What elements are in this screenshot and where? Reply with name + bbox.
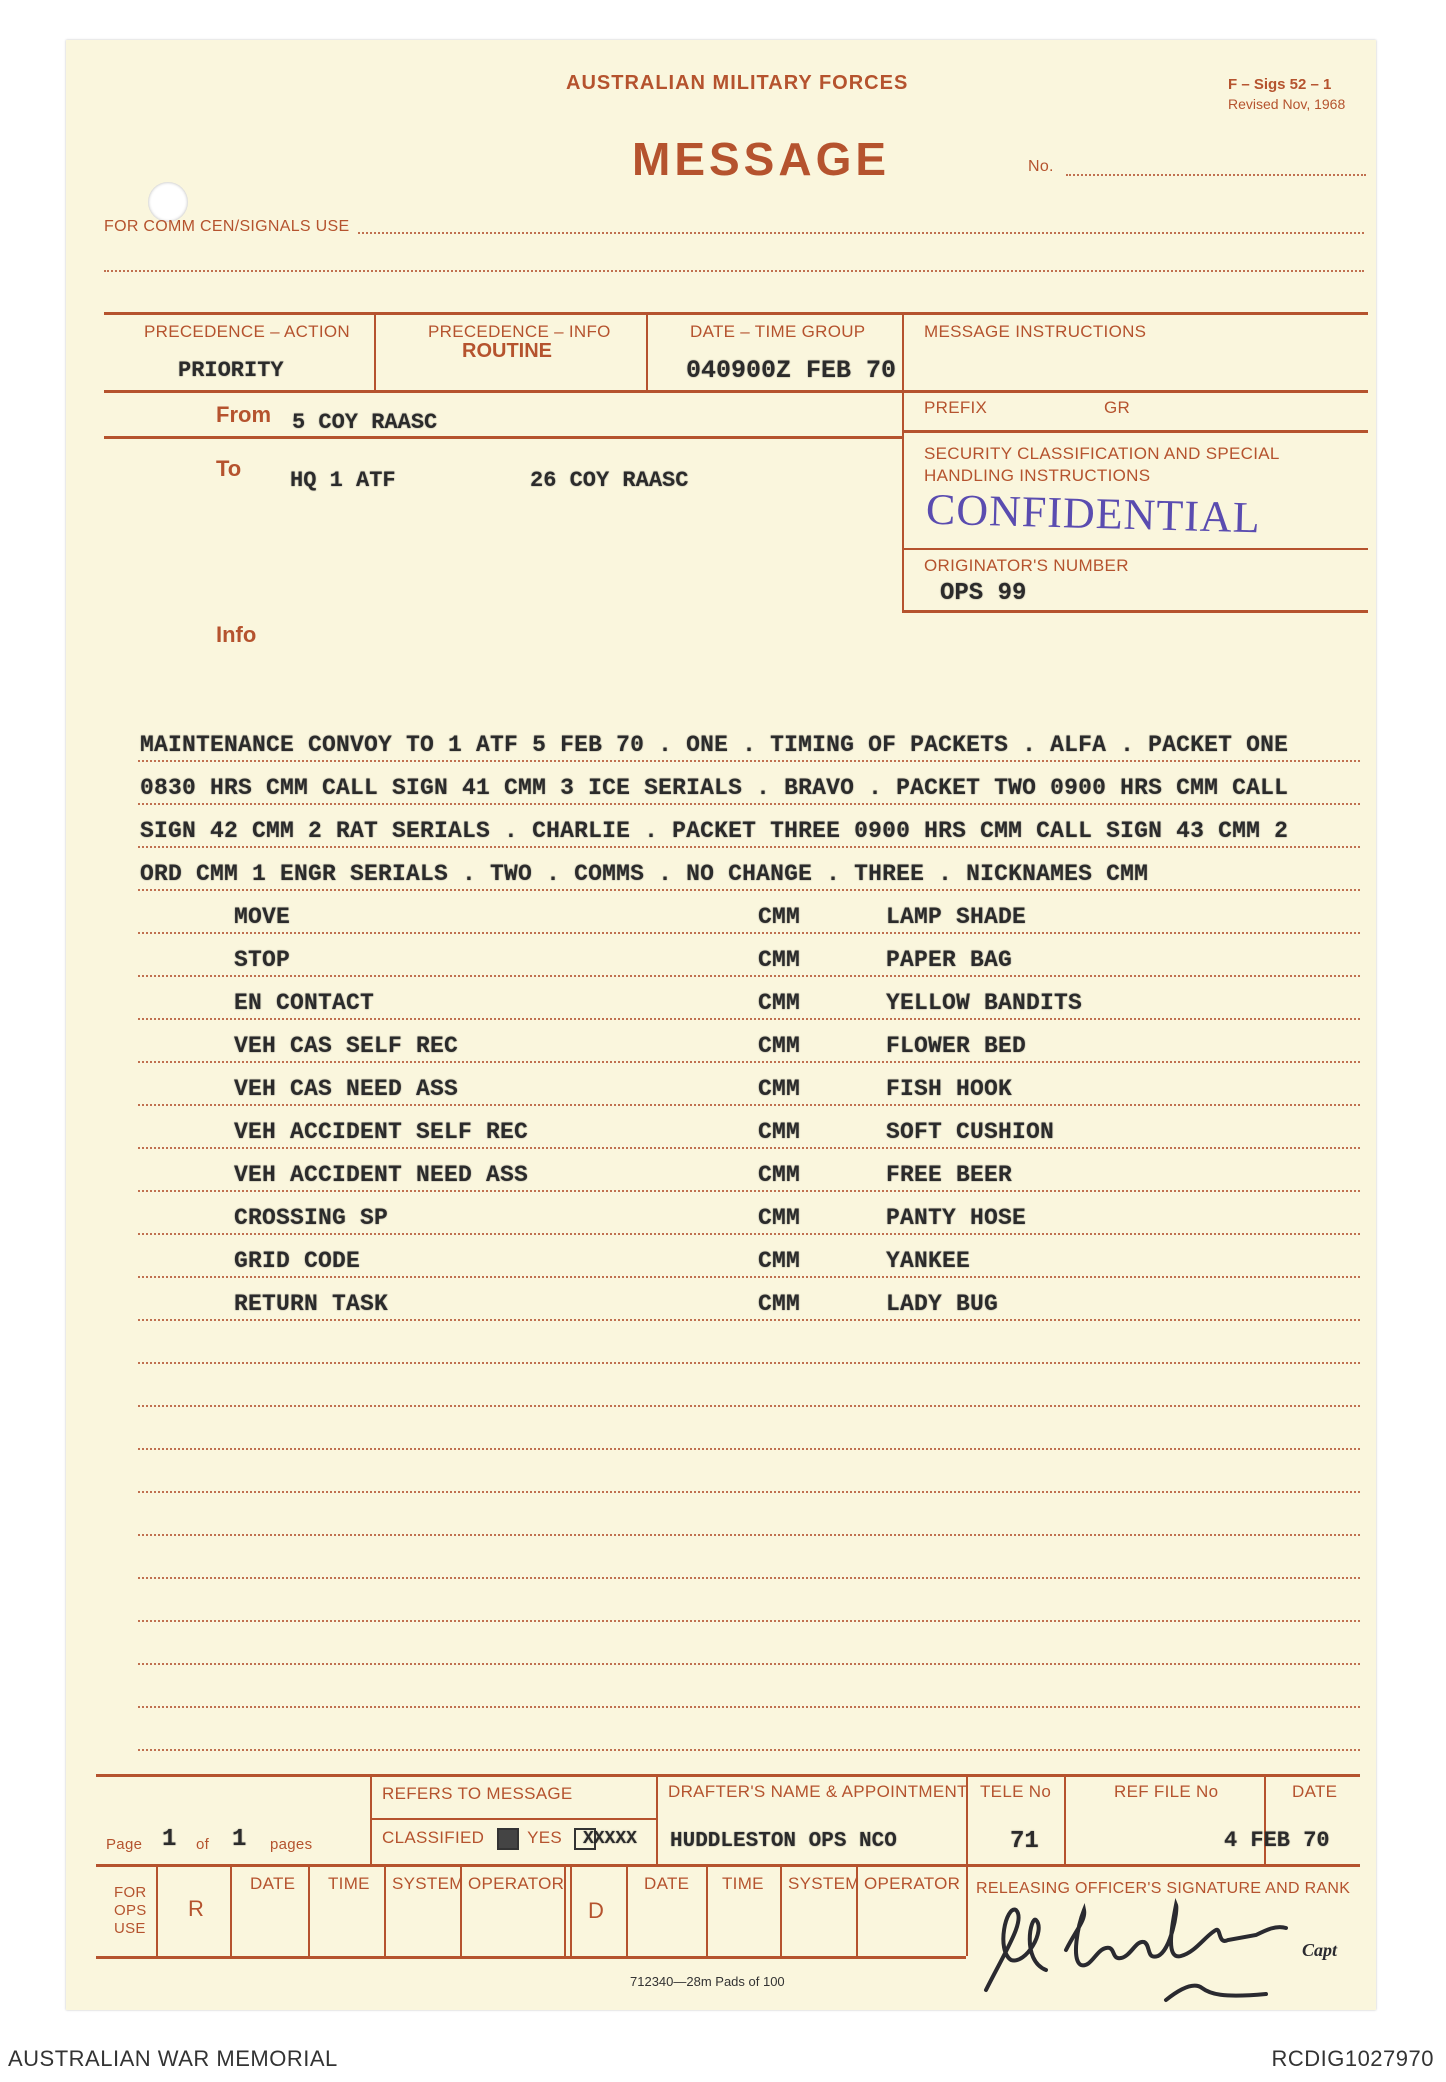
originator-bottom-rule [902, 610, 1368, 613]
body-rule [138, 1018, 1360, 1020]
punch-hole [148, 182, 188, 222]
message-instructions-label: MESSAGE INSTRUCTIONS [924, 322, 1147, 341]
nickname-sep: CMM [758, 990, 801, 1016]
nickname-event: GRID CODE [234, 1248, 361, 1274]
body-rule [138, 1104, 1360, 1106]
blank-rule [138, 1362, 1360, 1364]
classified-label: CLASSIFIED [382, 1828, 485, 1848]
yes-label: YES [527, 1828, 563, 1848]
refers-label: REFERS TO MESSAGE [382, 1784, 573, 1803]
nickname-nickname: YANKEE [886, 1248, 971, 1274]
gr-label: GR [1104, 398, 1131, 417]
col-date-2: DATE [644, 1874, 690, 1893]
nickname-sep: CMM [758, 947, 801, 973]
ops-div-2 [230, 1864, 232, 1956]
body-rule [138, 889, 1360, 891]
refers-mid-rule [370, 1818, 656, 1820]
ops-use-2: OPS [114, 1902, 147, 1919]
body-rule [138, 1190, 1360, 1192]
blank-rule [138, 1663, 1360, 1665]
ref-file-label: REF FILE No [1114, 1782, 1219, 1801]
nickname-event: RETURN TASK [234, 1291, 389, 1317]
grid-top-rule [104, 312, 1368, 315]
yes-checkbox[interactable] [497, 1828, 519, 1850]
form-code: F – Sigs 52 – 1 [1228, 76, 1332, 93]
archive-source: AUSTRALIAN WAR MEMORIAL [8, 2046, 338, 2071]
blank-rule [138, 1706, 1360, 1708]
col-system-1: SYSTEM [392, 1874, 464, 1893]
comm-cen-label: FOR COMM CEN/SIGNALS USE [104, 218, 350, 235]
from-bottom-rule [104, 436, 902, 439]
bottom-divider-4 [1064, 1774, 1066, 1864]
nickname-sep: CMM [758, 904, 801, 930]
precedence-info-value: ROUTINE [462, 340, 552, 362]
bottom-divider-2 [656, 1774, 658, 1864]
body-rule [138, 975, 1360, 977]
page-total: 1 [232, 1826, 247, 1853]
prefix-bottom-rule [902, 430, 1368, 433]
body-rule [138, 1233, 1360, 1235]
precedence-action-value: PRIORITY [178, 358, 284, 383]
dtg-label: DATE – TIME GROUP [690, 322, 866, 341]
ops-div-8 [626, 1864, 628, 1956]
org-heading: AUSTRALIAN MILITARY FORCES [566, 72, 909, 94]
grid-mid-rule [104, 390, 1368, 393]
nickname-event: VEH CAS NEED ASS [234, 1076, 459, 1102]
blank-rule [138, 1448, 1360, 1450]
nickname-nickname: FREE BEER [886, 1162, 1013, 1188]
blank-rule [138, 1491, 1360, 1493]
drafter-value: HUDDLESTON OPS NCO [670, 1830, 897, 1853]
officer-rank: Capt [1302, 1940, 1338, 1960]
message-form [66, 40, 1376, 2010]
number-line [1066, 174, 1366, 176]
nickname-nickname: LADY BUG [886, 1291, 999, 1317]
nickname-event: VEH CAS SELF REC [234, 1033, 459, 1059]
nickname-sep: CMM [758, 1248, 801, 1274]
form-title: MESSAGE [632, 133, 891, 185]
of-label: of [196, 1836, 210, 1853]
r-label: R [188, 1896, 204, 1921]
nickname-nickname: PANTY HOSE [886, 1205, 1027, 1231]
grid-divider-1 [374, 312, 376, 392]
ops-div-3 [308, 1864, 310, 1956]
ops-use-1: FOR [114, 1884, 147, 1901]
blank-rule [138, 1577, 1360, 1579]
col-operator-1: OPERATOR [468, 1874, 565, 1893]
grid-divider-3 [902, 312, 904, 610]
blank-rule [138, 1405, 1360, 1407]
no-struck-text: XXXXX [582, 1829, 637, 1850]
to-label: To [216, 456, 242, 481]
body-rule [138, 1147, 1360, 1149]
nickname-nickname: LAMP SHADE [886, 904, 1027, 930]
col-date-1: DATE [250, 1874, 296, 1893]
nickname-event: VEH ACCIDENT NEED ASS [234, 1162, 529, 1188]
nickname-sep: CMM [758, 1033, 801, 1059]
grid-divider-2 [646, 312, 648, 392]
ops-div-9 [706, 1864, 708, 1956]
nickname-event: STOP [234, 947, 291, 973]
date-value: 4 FEB 70 [1224, 1828, 1330, 1853]
page-number: 1 [162, 1826, 177, 1853]
col-time-1: TIME [328, 1874, 370, 1893]
security-label-2: HANDLING INSTRUCTIONS [924, 466, 1151, 485]
col-system-2: SYSTEM [788, 1874, 860, 1893]
body-line: 0830 HRS CMM CALL SIGN 41 CMM 3 ICE SERIALS . BRAVO . PACKET TWO 0900 HRS CMM CALL [140, 775, 1289, 801]
originator-label: ORIGINATOR'S NUMBER [924, 556, 1129, 575]
nickname-sep: CMM [758, 1162, 801, 1188]
from-value: 5 COY RAASC [292, 410, 438, 435]
col-time-2: TIME [722, 1874, 764, 1893]
col-operator-2: OPERATOR [864, 1874, 961, 1893]
drafter-label: DRAFTER'S NAME & APPOINTMENT [668, 1782, 968, 1801]
ops-div-10 [780, 1864, 782, 1956]
body-line: SIGN 42 CMM 2 RAT SERIALS . CHARLIE . PACKET THREE 0900 HRS CMM CALL SIGN 43 CMM 2 [140, 818, 1289, 844]
classified-row [382, 1828, 637, 1850]
body-rule [138, 1319, 1360, 1321]
ops-div-4 [384, 1864, 386, 1956]
archive-id: RCDIG1027970 [1271, 2046, 1434, 2071]
nickname-nickname: SOFT CUSHION [886, 1119, 1055, 1145]
pages-label: pages [270, 1836, 313, 1853]
body-line: MAINTENANCE CONVOY TO 1 ATF 5 FEB 70 . ONE . TIMING OF PACKETS . ALFA . PACKET ONE [140, 732, 1289, 758]
nickname-nickname: FLOWER BED [886, 1033, 1027, 1059]
nickname-nickname: PAPER BAG [886, 947, 1013, 973]
bottom-grid-top-rule [96, 1774, 1360, 1777]
nickname-sep: CMM [758, 1076, 801, 1102]
prefix-label: PREFIX [924, 398, 988, 417]
body-rule [138, 760, 1360, 762]
blank-rule [138, 1749, 1360, 1751]
precedence-info-label: PRECEDENCE – INFO [428, 322, 611, 341]
nickname-nickname: YELLOW BANDITS [886, 990, 1083, 1016]
nickname-event: CROSSING SP [234, 1205, 389, 1231]
nickname-nickname: FISH HOOK [886, 1076, 1013, 1102]
body-rule [138, 846, 1360, 848]
ops-div-7 [570, 1864, 572, 1956]
body-rule [138, 1061, 1360, 1063]
precedence-action-label: PRECEDENCE – ACTION [144, 322, 350, 341]
page-label: Page [106, 1836, 143, 1853]
security-label-1: SECURITY CLASSIFICATION AND SPECIAL [924, 444, 1280, 463]
nickname-sep: CMM [758, 1291, 801, 1317]
date-label: DATE [1292, 1782, 1338, 1801]
ops-use-top-rule [96, 1864, 1360, 1867]
form-revised: Revised Nov, 1968 [1228, 96, 1346, 112]
ops-use-3: USE [114, 1920, 146, 1937]
info-label: Info [216, 622, 257, 647]
from-label: From [216, 402, 271, 427]
originator-value: OPS 99 [940, 580, 1027, 607]
body-rule [138, 803, 1360, 805]
body-line: ORD CMM 1 ENGR SERIALS . TWO . COMMS . NO CHANGE . THREE . NICKNAMES CMM [140, 861, 1149, 887]
body-rule [138, 1276, 1360, 1278]
print-info: 712340—28m Pads of 100 [630, 1974, 785, 1989]
tele-value: 71 [1010, 1828, 1039, 1855]
body-rule [138, 932, 1360, 934]
ops-use-bottom-rule [96, 1956, 966, 1959]
blank-rule [138, 1620, 1360, 1622]
nickname-event: EN CONTACT [234, 990, 375, 1016]
to-value-2: 26 COY RAASC [530, 468, 689, 493]
d-label: D [588, 1898, 604, 1923]
dtg-value: 040900Z FEB 70 [686, 356, 897, 385]
to-value-1: HQ 1 ATF [290, 468, 396, 493]
blank-rule [138, 1534, 1360, 1536]
comm-cen-line-2 [104, 270, 1364, 272]
nickname-event: MOVE [234, 904, 291, 930]
releasing-label: RELEASING OFFICER'S SIGNATURE AND RANK [976, 1880, 1351, 1897]
nickname-sep: CMM [758, 1205, 801, 1231]
tele-label: TELE No [980, 1782, 1052, 1801]
ops-div-6 [564, 1864, 566, 1956]
number-label: No. [1028, 158, 1054, 175]
comm-cen-line-1 [358, 232, 1364, 234]
security-bottom-rule [902, 548, 1368, 550]
confidential-stamp: CONFIDENTIAL [925, 484, 1262, 543]
ops-div-1 [156, 1864, 158, 1956]
nickname-sep: CMM [758, 1119, 801, 1145]
nickname-event: VEH ACCIDENT SELF REC [234, 1119, 529, 1145]
